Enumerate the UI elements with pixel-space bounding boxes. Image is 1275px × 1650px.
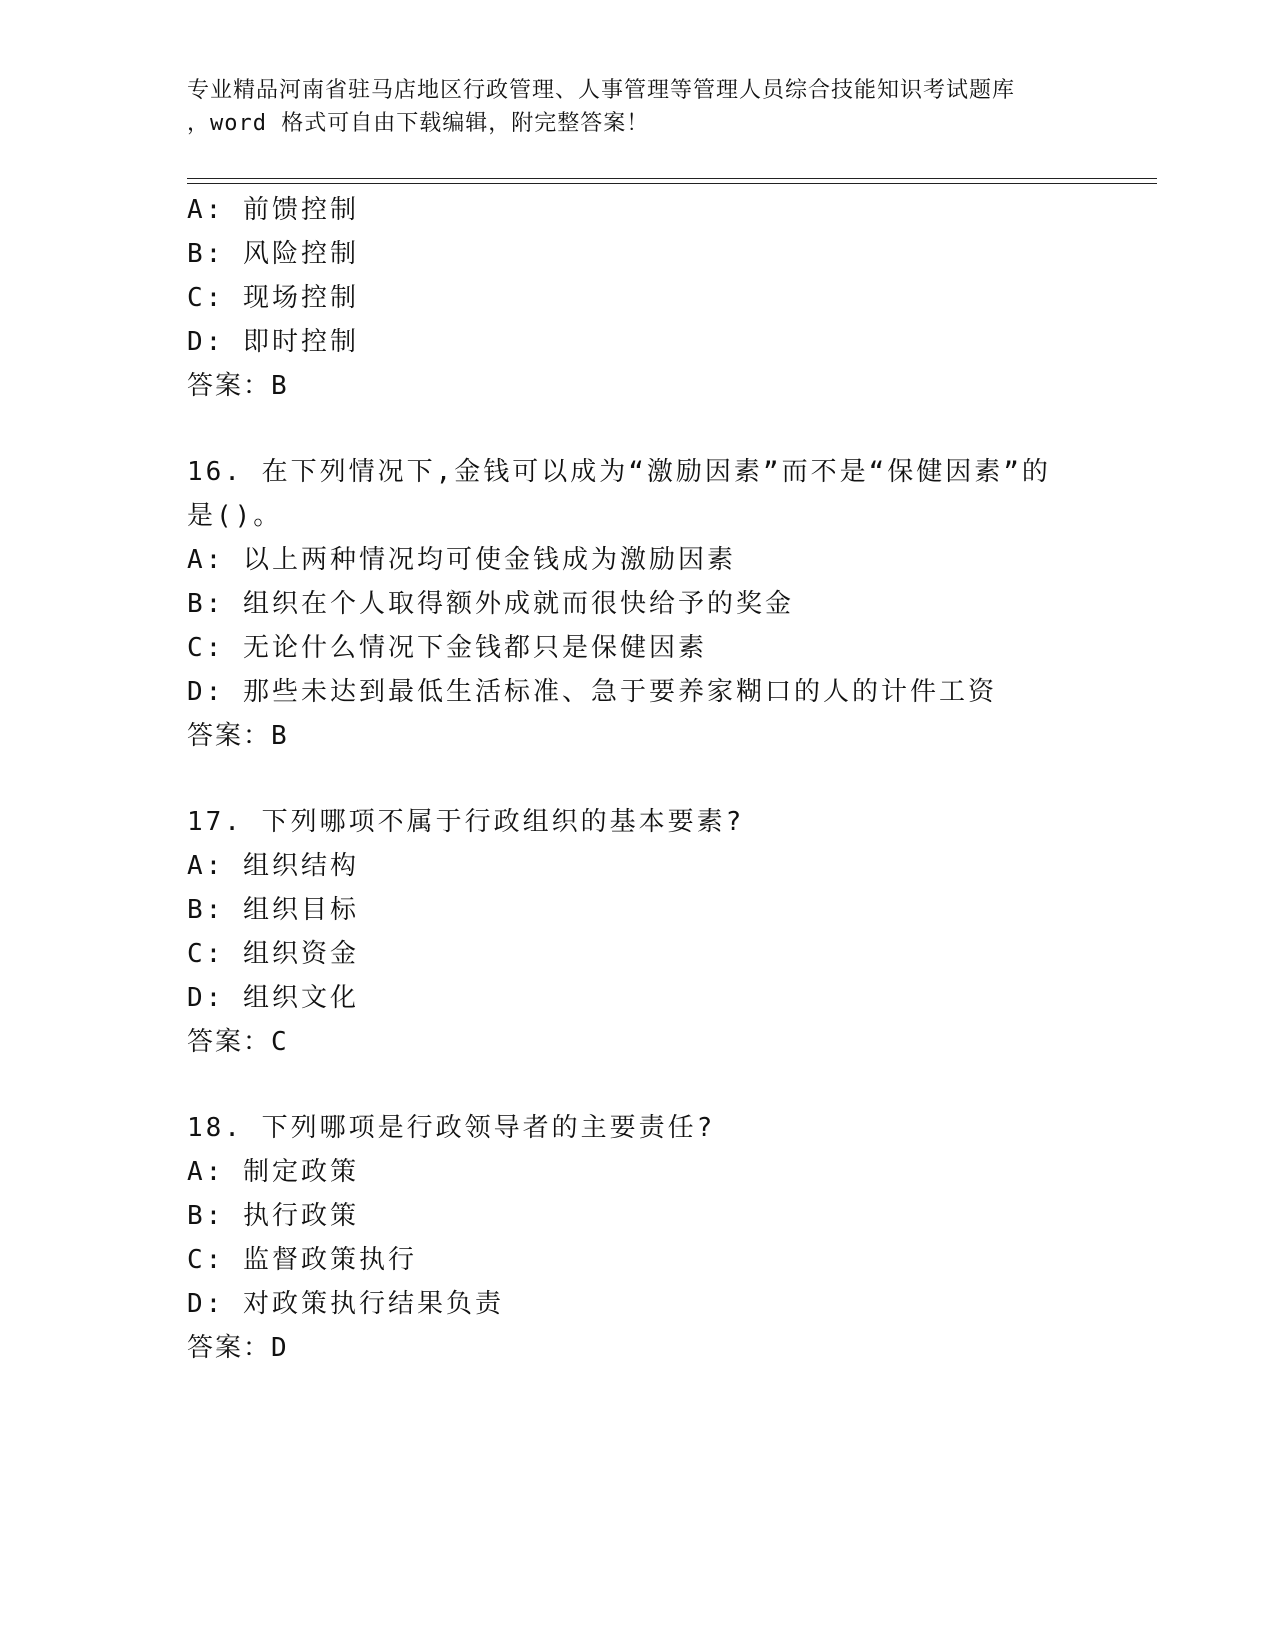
- q16-answer-value: B: [271, 721, 288, 751]
- q18-answer-label: 答案：: [187, 1333, 272, 1363]
- document-header: [187, 74, 1157, 140]
- q16-option-c: C: 无论什么情况下金钱都只是保健因素: [187, 633, 707, 663]
- q18-option-c: C: 监督政策执行: [187, 1245, 417, 1275]
- q17-option-c: C: 组织资金: [187, 939, 359, 969]
- q18-stem: 18. 下列哪项是行政领导者的主要责任?: [187, 1113, 716, 1143]
- q15-answer-label: 答案：: [187, 371, 272, 401]
- q16-answer-label: 答案：: [187, 721, 272, 751]
- q18-answer-value: D: [271, 1333, 288, 1363]
- q16-answer: [187, 719, 288, 753]
- header-divider-top: [187, 178, 1157, 179]
- q18-option-b: B: 执行政策: [187, 1201, 359, 1231]
- q15-option-d: D: 即时控制: [187, 327, 359, 357]
- q17-answer-label: 答案：: [187, 1027, 272, 1057]
- q16-stem-line-2: 是()。: [187, 501, 283, 531]
- q15-option-a: A: 前馈控制: [187, 195, 359, 225]
- q15-option-b: B: 风险控制: [187, 239, 359, 269]
- q17-stem: 17. 下列哪项不属于行政组织的基本要素?: [187, 807, 745, 837]
- header-title-line-1: 专业精品河南省驻马店地区行政管理、人事管理等管理人员综合技能知识考试题库: [187, 78, 1016, 103]
- q16-stem-line-1: 16. 在下列情况下,金钱可以成为“激励因素”而不是“保健因素”的: [187, 457, 1051, 487]
- header-divider-bottom: [187, 183, 1157, 184]
- q17-option-b: B: 组织目标: [187, 895, 359, 925]
- q17-answer: [187, 1025, 288, 1059]
- q17-option-a: A: 组织结构: [187, 851, 359, 881]
- header-title-line-2: ，word 格式可自由下载编辑，附完整答案！: [187, 111, 650, 136]
- q18-answer: [187, 1331, 288, 1365]
- q17-answer-value: C: [271, 1027, 288, 1057]
- q16-option-b: B: 组织在个人取得额外成就而很快给予的奖金: [187, 589, 794, 619]
- q16-option-a: A: 以上两种情况均可使金钱成为激励因素: [187, 545, 736, 575]
- q15-answer: [187, 369, 288, 403]
- q17-option-d: D: 组织文化: [187, 983, 359, 1013]
- q18-option-d: D: 对政策执行结果负责: [187, 1289, 504, 1319]
- q15-option-c: C: 现场控制: [187, 283, 359, 313]
- q18-option-a: A: 制定政策: [187, 1157, 359, 1187]
- q15-answer-value: B: [271, 371, 288, 401]
- q16-option-d: D: 那些未达到最低生活标准、急于要养家糊口的人的计件工资: [187, 677, 997, 707]
